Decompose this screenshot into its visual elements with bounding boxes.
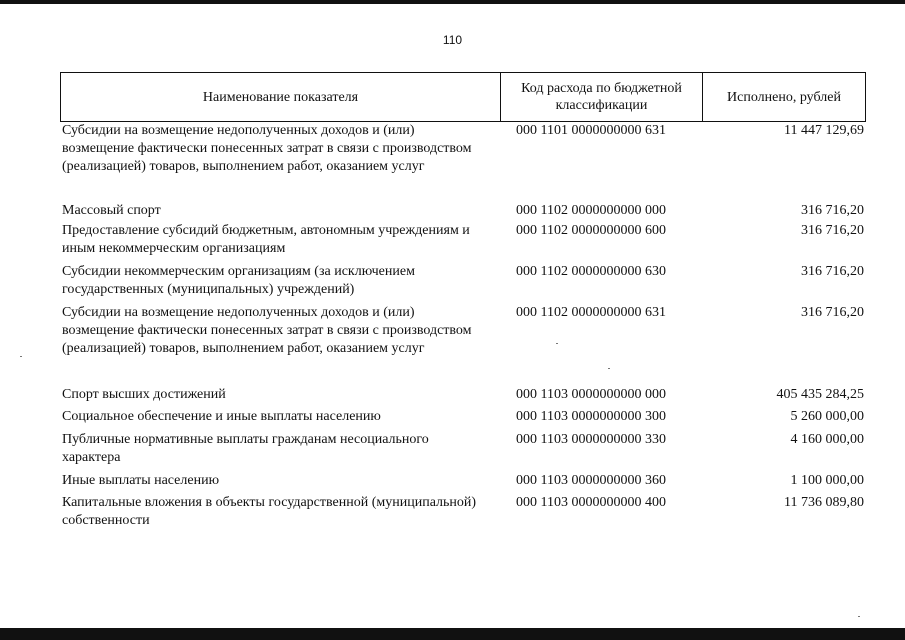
row-name: Массовый спорт: [62, 203, 161, 218]
row-amount: 316 716,20: [801, 203, 864, 218]
row-code: 000 1101 0000000000 631: [516, 123, 666, 138]
row-code: 000 1102 0000000000 600: [516, 223, 666, 238]
table-row: [60, 431, 866, 472]
row-name: Спорт высших достижений: [62, 387, 226, 402]
table-row: [60, 494, 866, 534]
table-row: [60, 122, 866, 202]
scan-top-border: [0, 0, 905, 4]
row-amount: 1 100 000,00: [790, 473, 864, 488]
row-amount: 316 716,20: [801, 223, 864, 238]
table-row: [60, 304, 866, 386]
header-name: Наименование показателя: [61, 73, 501, 121]
row-code: 000 1103 0000000000 360: [516, 473, 666, 488]
row-name: Субсидии на возмещение недополученных доходов и (или) возмещение фактически понесенных затрат в связи с производством (реализацией) товаров, выполнением работ, оказанием услуг: [62, 305, 472, 356]
scan-speck: [858, 616, 860, 617]
row-amount: 316 716,20: [801, 264, 864, 279]
row-amount: 316 716,20: [801, 305, 864, 320]
table-row: [60, 222, 866, 263]
table-row: [60, 386, 866, 408]
row-name: Публичные нормативные выплаты гражданам несоциального характера: [62, 432, 429, 465]
scan-speck: [556, 343, 558, 344]
row-name: Предоставление субсидий бюджетным, автономным учреждениям и иным некоммерческим организациям: [62, 223, 470, 256]
scan-speck: [608, 368, 610, 369]
row-code: 000 1103 0000000000 330: [516, 432, 666, 447]
page-number: 110: [442, 33, 463, 47]
table-row: [60, 408, 866, 431]
table-row: [60, 263, 866, 304]
table-header: [60, 72, 866, 122]
row-code: 000 1102 0000000000 631: [516, 305, 666, 320]
row-name: Субсидии некоммерческим организациям (за исключением государственных (муниципальных) учреждений): [62, 264, 415, 297]
row-amount: 4 160 000,00: [790, 432, 864, 447]
row-code: 000 1102 0000000000 630: [516, 264, 666, 279]
row-amount: 5 260 000,00: [790, 409, 864, 424]
row-amount: 405 435 284,25: [776, 387, 864, 402]
row-amount: 11 447 129,69: [784, 123, 864, 138]
budget-table: [60, 72, 866, 534]
table-row: [60, 202, 866, 222]
header-executed: Исполнено, рублей: [727, 89, 841, 105]
row-code: 000 1103 0000000000 300: [516, 409, 666, 424]
header-code: Код расхода по бюджетной классификации: [501, 73, 703, 121]
row-name: Субсидии на возмещение недополученных доходов и (или) возмещение фактически понесенных затрат в связи с производством (реализацией) товаров, выполнением работ, оказанием услуг: [62, 123, 472, 174]
scan-speck: [20, 356, 22, 357]
row-name: Капитальные вложения в объекты государственной (муниципальной) собственности: [62, 495, 477, 528]
row-code: 000 1103 0000000000 400: [516, 495, 666, 510]
row-code: 000 1103 0000000000 000: [516, 387, 666, 402]
table-row: [60, 472, 866, 494]
scan-bottom-border: [0, 628, 905, 640]
row-amount: 11 736 089,80: [784, 495, 864, 510]
row-name: Социальное обеспечение и иные выплаты населению: [62, 409, 381, 424]
row-code: 000 1102 0000000000 000: [516, 203, 666, 218]
row-name: Иные выплаты населению: [62, 473, 220, 488]
